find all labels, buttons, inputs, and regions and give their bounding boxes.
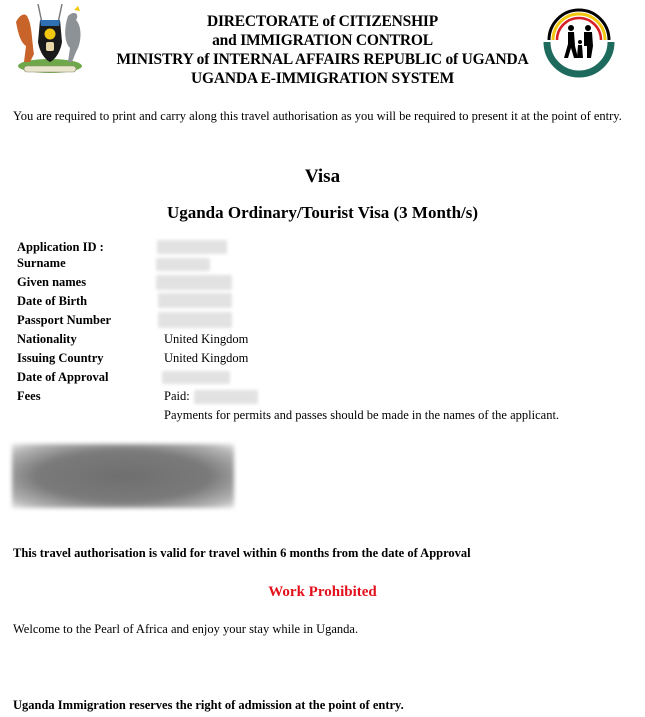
fees-value: Paid: <box>164 389 190 403</box>
field-label-issuing-country: Issuing Country <box>17 351 104 365</box>
field-label-application-id: Application ID : <box>17 240 104 254</box>
field-label-fees: Fees <box>17 389 41 403</box>
field-label-given-names: Given names <box>17 275 87 289</box>
work-status-badge: Work Prohibited <box>268 584 377 600</box>
field-label-nationality: Nationality <box>17 332 77 346</box>
header-line-3: MINISTRY of INTERNAL AFFAIRS REPUBLIC of UGANDA <box>116 51 529 68</box>
field-label-surname: Surname <box>17 256 66 270</box>
barcode-redacted <box>12 444 234 508</box>
passport-number-redacted <box>158 312 232 328</box>
date-of-birth-redacted <box>158 293 232 308</box>
immigration-uganda-logo-icon <box>538 2 620 82</box>
header-line-4: UGANDA E-IMMIGRATION SYSTEM <box>191 70 454 87</box>
admission-disclaimer: Uganda Immigration reserves the right of admission at the point of entry. <box>13 698 404 712</box>
header-line-2: and IMMIGRATION CONTROL <box>212 32 433 49</box>
issuing-country-value: United Kingdom <box>164 351 249 365</box>
surname-redacted <box>156 258 210 271</box>
field-label-date-of-approval: Date of Approval <box>17 370 109 384</box>
welcome-message: Welcome to the Pearl of Africa and enjoy your stay while in Uganda. <box>13 622 359 636</box>
header-line-1: DIRECTORATE of CITIZENSHIP <box>206 13 439 30</box>
field-label-passport-number: Passport Number <box>17 313 112 327</box>
date-of-approval-redacted <box>162 371 230 384</box>
application-id-redacted <box>157 240 227 254</box>
print-notice: You are required to print and carry along this travel authorisation as you will be required to present it at the point of entry. <box>13 109 622 123</box>
fees-note: Payments for permits and passes should be made in the names of the applicant. <box>164 408 560 422</box>
given-names-redacted <box>156 275 232 290</box>
document-title: Visa <box>304 166 341 187</box>
fees-amount-redacted <box>194 390 258 404</box>
visa-type-title: Uganda Ordinary/Tourist Visa (3 Month/s) <box>166 203 479 222</box>
nationality-value: United Kingdom <box>164 332 249 346</box>
field-label-date-of-birth: Date of Birth <box>17 294 88 308</box>
validity-statement: This travel authorisation is valid for travel within 6 months from the date of Approval <box>13 546 471 560</box>
